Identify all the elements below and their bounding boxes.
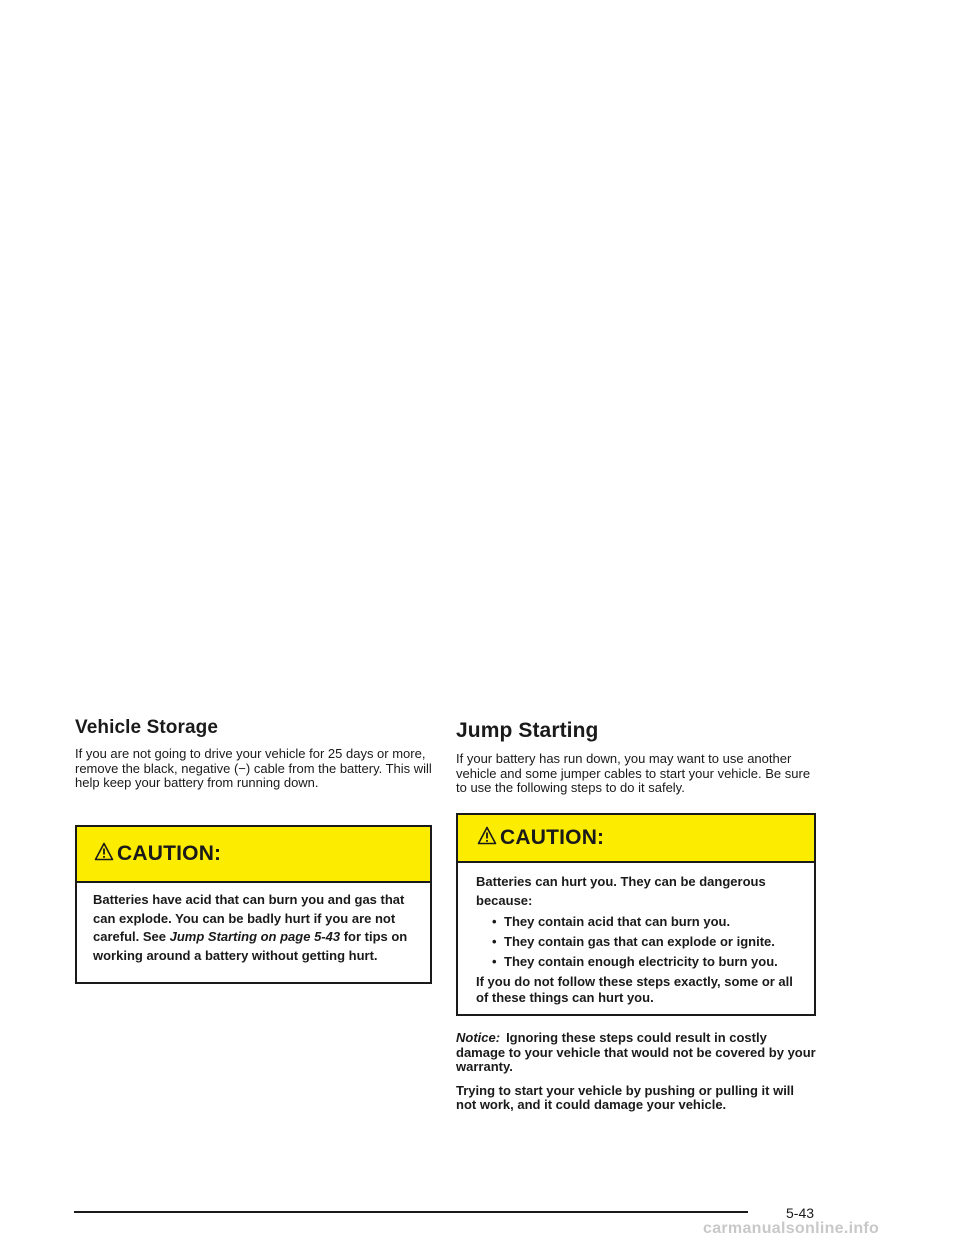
caution-text-before: Batteries have acid that can burn you and gas that can explode. You can be badly hurt if you are not careful. See [93, 892, 405, 944]
caution-title: CAUTION: [117, 842, 222, 865]
notice-text: Ignoring these steps could result in costly damage to your vehicle that would not be covered by your warranty. [456, 1030, 816, 1075]
caution-header [77, 827, 430, 883]
caution-box-battery-dangers [456, 813, 816, 1016]
caution-bullet-item: • They contain enough electricity to burn you. [504, 952, 802, 972]
caution-bullet-item: • They contain acid that can burn you. [504, 912, 802, 932]
vehicle-storage-heading: Vehicle Storage [75, 717, 219, 738]
warning-triangle-icon [477, 826, 497, 850]
caution-box-battery-acid [75, 825, 432, 984]
caution-bullet-list [476, 912, 802, 972]
caution-bullet-item: • They contain gas that can explode or ignite. [504, 932, 802, 952]
page-number: 5-43 [786, 1205, 815, 1221]
jump-starting-reference-link[interactable]: Jump Starting on page 5-43 [169, 929, 341, 944]
notice-block [456, 1031, 816, 1122]
caution-body [458, 863, 814, 1006]
caution-text-after: for tips on working around a battery without getting hurt. [93, 929, 408, 963]
notice-label: Notice: [456, 1030, 501, 1045]
warning-triangle-icon [94, 842, 114, 866]
watermark: carmanualsonline.info [703, 1220, 880, 1237]
jump-starting-section [456, 716, 816, 796]
footer-rule [74, 1211, 748, 1213]
vehicle-storage-paragraph: If you are not going to drive your vehicle for 25 days or more, remove the black, negative (−) cable from the battery. This will help keep your battery from running down. [75, 746, 432, 791]
caution-body [77, 883, 430, 965]
jump-starting-heading: Jump Starting [456, 719, 599, 742]
caution-header [458, 815, 814, 863]
notice-paragraph [456, 1031, 816, 1075]
caution-outro: If you do not follow these steps exactly, some or all of these things can hurt you. [476, 974, 793, 1005]
vehicle-storage-section [75, 716, 433, 791]
caution-title: CAUTION: [500, 826, 605, 849]
jump-starting-paragraph: If your battery has run down, you may want to use another vehicle and some jumper cables to start your vehicle. Be sure to use the following steps to do it safely. [456, 751, 811, 796]
caution-intro: Batteries can hurt you. They can be dangerous because: [476, 874, 766, 908]
closing-paragraph: Trying to start your vehicle by pushing or pulling it will not work, and it could damage your vehicle. [456, 1082, 795, 1113]
